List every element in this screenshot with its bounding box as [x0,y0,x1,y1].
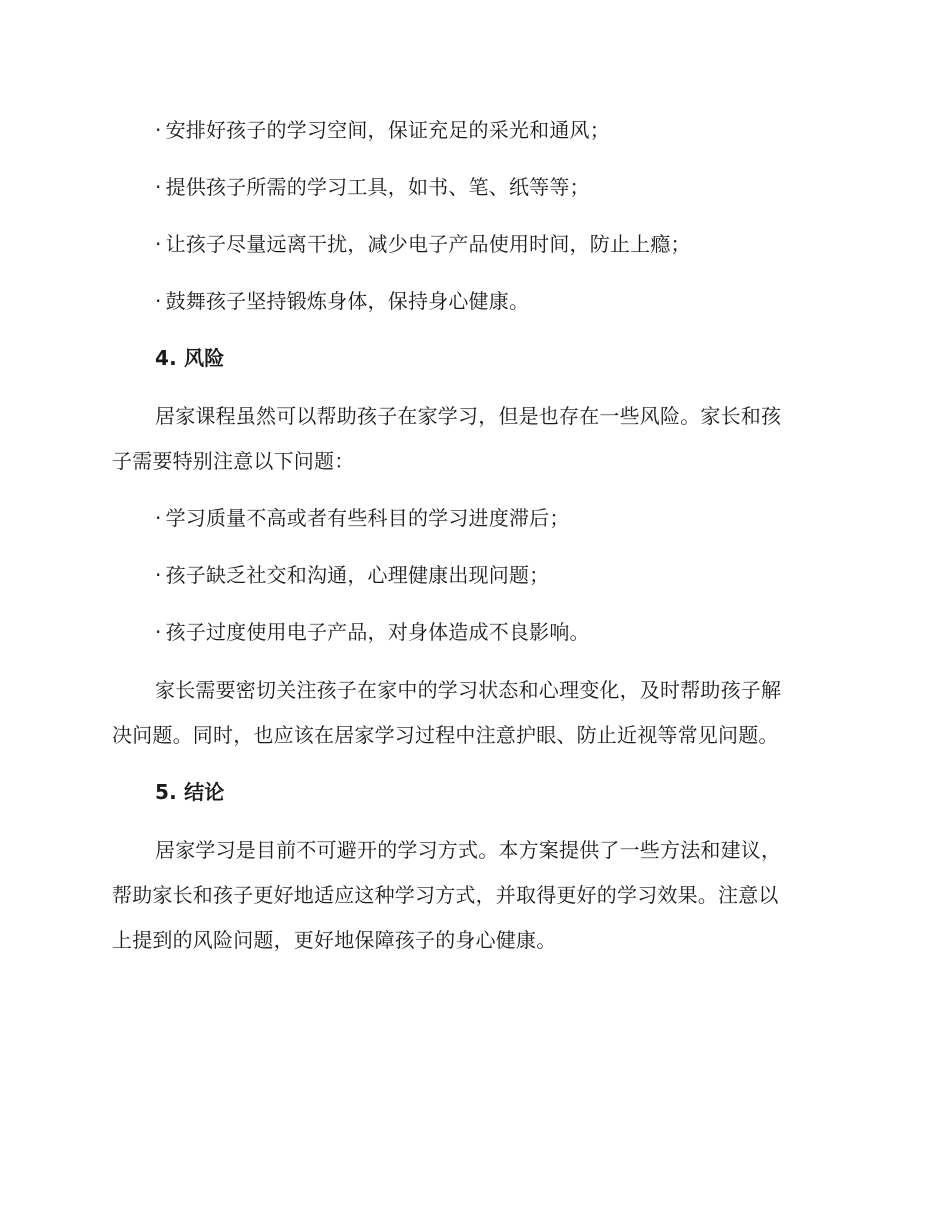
bullet-dot: · [155,289,162,313]
list-item [155,289,529,313]
bullet-dot: · [155,506,162,530]
bullet-dot: · [155,175,162,199]
section-heading-risk: 4. 风险 [155,346,225,370]
paragraph-line: 家长需要密切关注孩子在家中的学习状态和心理变化，及时帮助孩子解 [155,678,782,702]
list-item [155,506,570,530]
paragraph-line: 决问题。同时，也应该在居家学习过程中注意护眼、防止近视等常见问题。 [112,723,779,747]
list-item [155,620,590,644]
paragraph-line: 上提到的风险问题，更好地保障孩子的身心健康。 [112,928,557,952]
bullet-dot: · [155,563,162,587]
paragraph-line: 居家学习是目前不可避开的学习方式。本方案提供了一些方法和建议， [155,838,782,862]
paragraph-line: 居家课程虽然可以帮助孩子在家学习，但是也存在一些风险。家长和孩 [155,404,782,428]
paragraph-line: 帮助家长和孩子更好地适应这种学习方式，并取得更好的学习效果。注意以 [112,883,779,907]
list-item-text: 提供孩子所需的学习工具，如书、笔、纸等等； [165,175,590,199]
bullet-dot: · [155,620,162,644]
list-item-text: 孩子缺乏社交和沟通，心理健康出现问题； [165,563,550,587]
bullet-dot: · [155,118,162,142]
section-heading-conclusion: 5. 结论 [155,780,225,804]
list-item [155,175,590,199]
list-item [155,118,610,142]
paragraph-line: 子需要特别注意以下问题： [112,449,355,473]
list-item [155,232,691,256]
list-item-text: 鼓舞孩子坚持锻炼身体，保持身心健康。 [165,289,530,313]
list-item-text: 让孩子尽量远离干扰，减少电子产品使用时间，防止上瘾； [165,232,691,256]
list-item-text: 孩子过度使用电子产品，对身体造成不良影响。 [165,620,590,644]
list-item [155,563,549,587]
bullet-dot: · [155,232,162,256]
list-item-text: 学习质量不高或者有些科目的学习进度滞后； [165,506,570,530]
list-item-text: 安排好孩子的学习空间，保证充足的采光和通风； [165,118,610,142]
